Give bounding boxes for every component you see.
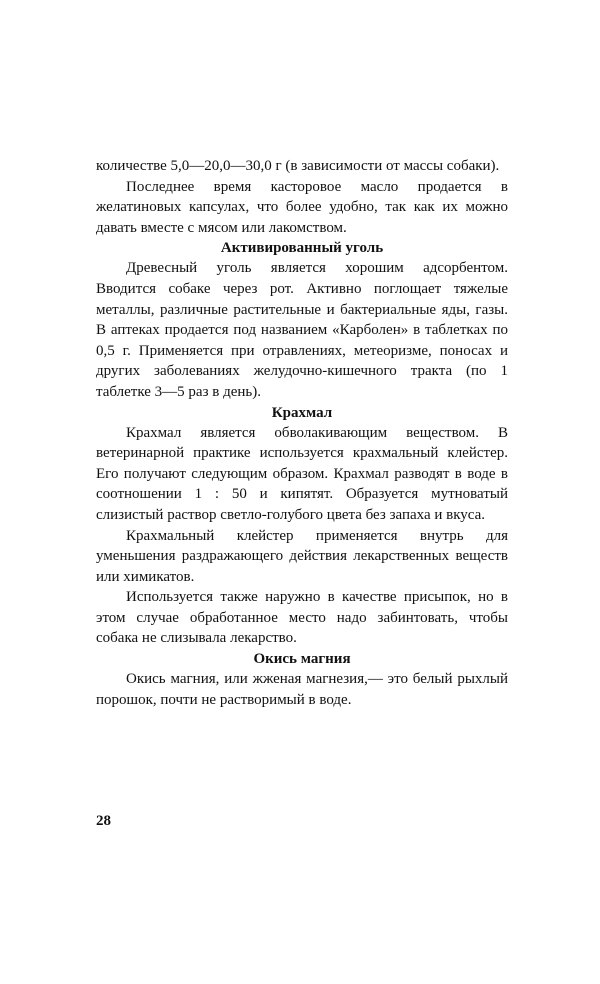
paragraph-magnesium-oxide: Окись магния, или жженая магнезия,— это белый рыхлый порошок, почти не растворимый в воде.: [96, 671, 508, 708]
paragraph-dosage-continuation: количестве 5,0—20,0—30,0 г (в зависимости от массы собаки).: [96, 158, 500, 174]
section-heading-starch: Крахмал: [271, 404, 333, 421]
paragraph-activated-charcoal: Древесный уголь является хорошим адсорбентом. Вводится собаке через рот. Активно поглощает тяжелые металлы, различные растительные и бактериальные яды, газы. В аптеках продается под названием «Карболен» в таблетках по 0,5 г. Применяется при отравлениях, метеоризме, поносах и других заболеваниях желудочно-кишечного тракта (по 1 таблетке 3—5 раз в день).: [96, 260, 508, 400]
section-heading-magnesium-oxide: Окись магния: [253, 651, 351, 668]
section-heading-activated-charcoal: Активированный уголь: [220, 240, 384, 257]
paragraph-castor-oil-capsules: Последнее время касторовое масло продается в желатиновых капсулах, что более удобно, так как их можно давать вместе с мясом или лакомством.: [96, 178, 508, 236]
page-number: 28: [96, 813, 111, 829]
paragraph-starch-external-use: Используется также наружно в качестве присыпок, но в этом случае обработанное место надо забинтовать, чтобы собака не слизывала лекарство.: [96, 589, 508, 647]
paragraph-starch-internal-use: Крахмальный клейстер применяется внутрь для уменьшения раздражающего действия лекарственных веществ или химикатов.: [96, 527, 508, 585]
page-body: [96, 156, 508, 710]
paragraph-starch-description: Крахмал является обволакивающим веществом. В ветеринарной практике используется крахмальный клейстер. Его получают следующим образом. Крахмал разводят в воде в соотношении 1 : 50 и кипятят. Образуется мутноватый слизистый раствор светло-голубого цвета без запаха и вкуса.: [96, 424, 508, 523]
